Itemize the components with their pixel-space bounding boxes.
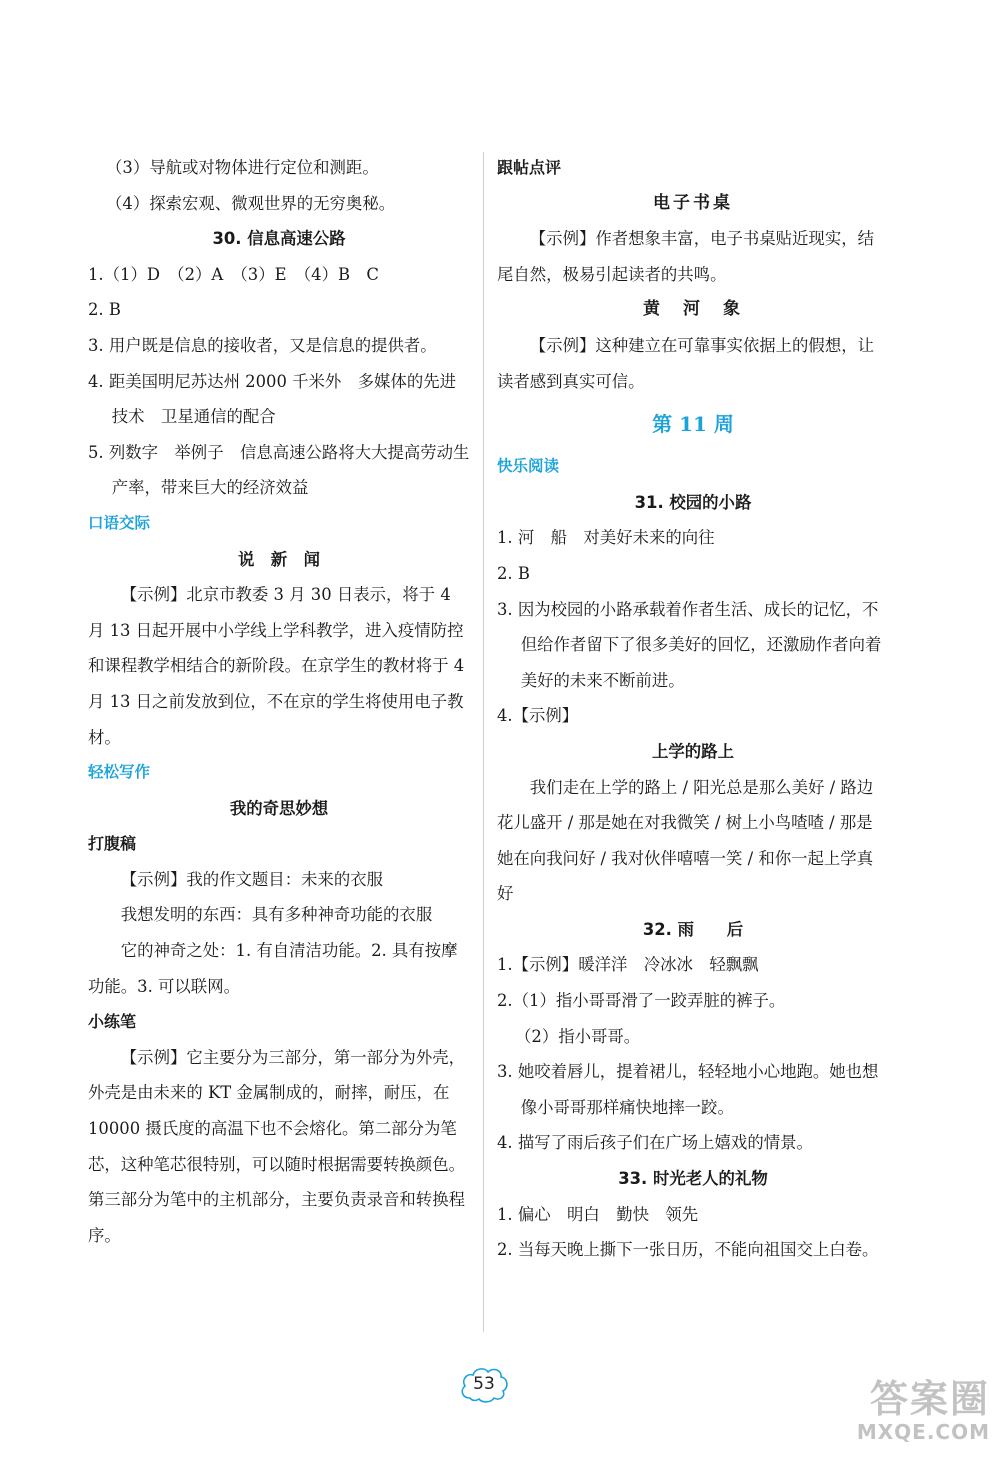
answer-line: （2）指小哥哥。 bbox=[515, 1026, 641, 1046]
desk-comment: 【示例】作者想象丰富，电子书桌贴近现实，结尾自然，极易引起读者的共鸣。 bbox=[497, 229, 874, 284]
practice-paragraph: 【示例】它主要分为三部分，第一部分为外壳，外壳是由未来的 KT 金属制成的，耐摔，耐压，在 10000 摄氏度的高温下也不会熔化。第二部分为笔芯，这种笔芯很特别，可以随时根据需要转换颜色。第三部分为笔中的主机部分，主要负责录音和转换程序。 bbox=[88, 1047, 465, 1245]
news-paragraph: 【示例】北京市教委 3 月 30 日表示，将于 4 月 13 日起开展中小学线上学科教学，进入疫情防控和课程教学相结合的新阶段。在京学生的教材将于 4 月 13 日之前发放到位，不在京的学生将使用电子教材。 bbox=[88, 585, 465, 747]
page-number-text: 53 bbox=[473, 1374, 495, 1394]
watermark-text: 答案圈 bbox=[869, 1377, 990, 1421]
lesson-title-30: 30. 信息高速公路 bbox=[212, 229, 346, 249]
answer-line: 3. 因为校园的小路承载着作者生活、成长的记忆，不但给作者留下了很多美好的回忆，还激励作者向着美好的未来不断前进。 bbox=[497, 599, 882, 690]
section-heading-oral: 口语交际 bbox=[88, 513, 151, 532]
lesson-title-32: 32. 雨 后 bbox=[642, 919, 744, 939]
answer-line: 5. 列数字 举例子 信息高速公路将大大提高劳动生产率，带来巨大的经济效益 bbox=[88, 442, 470, 498]
answer-line: 1.【示例】暖洋洋 冷冰冰 轻飘飘 bbox=[497, 955, 759, 975]
right-column bbox=[497, 150, 889, 1268]
answer-line: 1. 偏心 明白 勤快 领先 bbox=[497, 1204, 699, 1224]
lesson-title-31: 31. 校园的小路 bbox=[634, 492, 752, 512]
answer-line: 4. 距美国明尼苏达州 2000 千米外 多媒体的先进技术 卫星通信的配合 bbox=[88, 371, 457, 427]
title-desk: 电子书桌 bbox=[653, 192, 733, 213]
lesson-title-33: 33. 时光老人的礼物 bbox=[618, 1169, 768, 1189]
answer-line: 2. 当每天晚上撕下一张日历，不能向祖国交上白卷。 bbox=[497, 1240, 879, 1260]
answer-line: 4.【示例】 bbox=[497, 706, 579, 726]
section-heading-writing: 轻松写作 bbox=[88, 763, 151, 782]
title-idea: 我的奇思妙想 bbox=[229, 798, 329, 818]
answer-line: 2. B bbox=[88, 300, 121, 320]
draft-line: 我想发明的东西：具有多种神奇功能的衣服 bbox=[120, 905, 433, 925]
answer-line: （3）导航或对物体进行定位和测距。 bbox=[106, 158, 379, 177]
river-comment: 【示例】这种建立在可靠事实依据上的假想，让读者感到真实可信。 bbox=[497, 335, 874, 391]
answer-line: 1.（1）D （2）A （3）E （4）B C bbox=[88, 264, 379, 284]
answer-line: 4. 描写了雨后孩子们在广场上嬉戏的情景。 bbox=[497, 1133, 813, 1153]
answer-line: 2. B bbox=[497, 563, 530, 583]
title-news: 说 新 闻 bbox=[238, 549, 320, 569]
draft-line: 它的神奇之处：1. 有自清洁功能。2. 具有按摩功能。3. 可以联网。 bbox=[88, 941, 458, 996]
watermark-url: MXQE.COM bbox=[856, 1420, 990, 1444]
week-heading: 第 11 周 bbox=[652, 412, 734, 437]
answer-line: 1. 河 船 对美好未来的向往 bbox=[497, 528, 715, 548]
poem-paragraph: 我们走在上学的路上 / 阳光总是那么美好 / 路边花儿盛开 / 那是她在对我微笑 / 树上小鸟喳喳 / 那是她在向我问好 / 我对伙伴嘻嘻一笑 / 和你一起上学真好 bbox=[497, 777, 874, 904]
subheading-practice: 小练笔 bbox=[88, 1012, 137, 1032]
left-column bbox=[88, 150, 470, 1253]
answer-line: 2.（1）指小哥哥滑了一跤弄脏的裤子。 bbox=[497, 991, 786, 1011]
draft-line: 【示例】我的作文题目：未来的衣服 bbox=[120, 869, 384, 889]
page-number bbox=[458, 1364, 510, 1404]
subheading-review: 跟帖点评 bbox=[497, 158, 562, 177]
column-divider bbox=[483, 152, 484, 1332]
title-river: 黄 河 象 bbox=[643, 299, 743, 320]
answer-line: 3. 她咬着唇儿，提着裙儿，轻轻地小心地跑。她也想像小哥哥那样痛快地摔一跤。 bbox=[497, 1062, 879, 1117]
answer-line: （4）探索宏观、微观世界的无穷奥秘。 bbox=[106, 193, 396, 213]
answer-line: 3. 用户既是信息的接收者，又是信息的提供者。 bbox=[88, 335, 437, 355]
subheading-draft: 打腹稿 bbox=[88, 834, 137, 854]
section-heading-reading: 快乐阅读 bbox=[497, 457, 560, 476]
title-road: 上学的路上 bbox=[652, 741, 734, 761]
watermark-logo bbox=[800, 1378, 990, 1458]
